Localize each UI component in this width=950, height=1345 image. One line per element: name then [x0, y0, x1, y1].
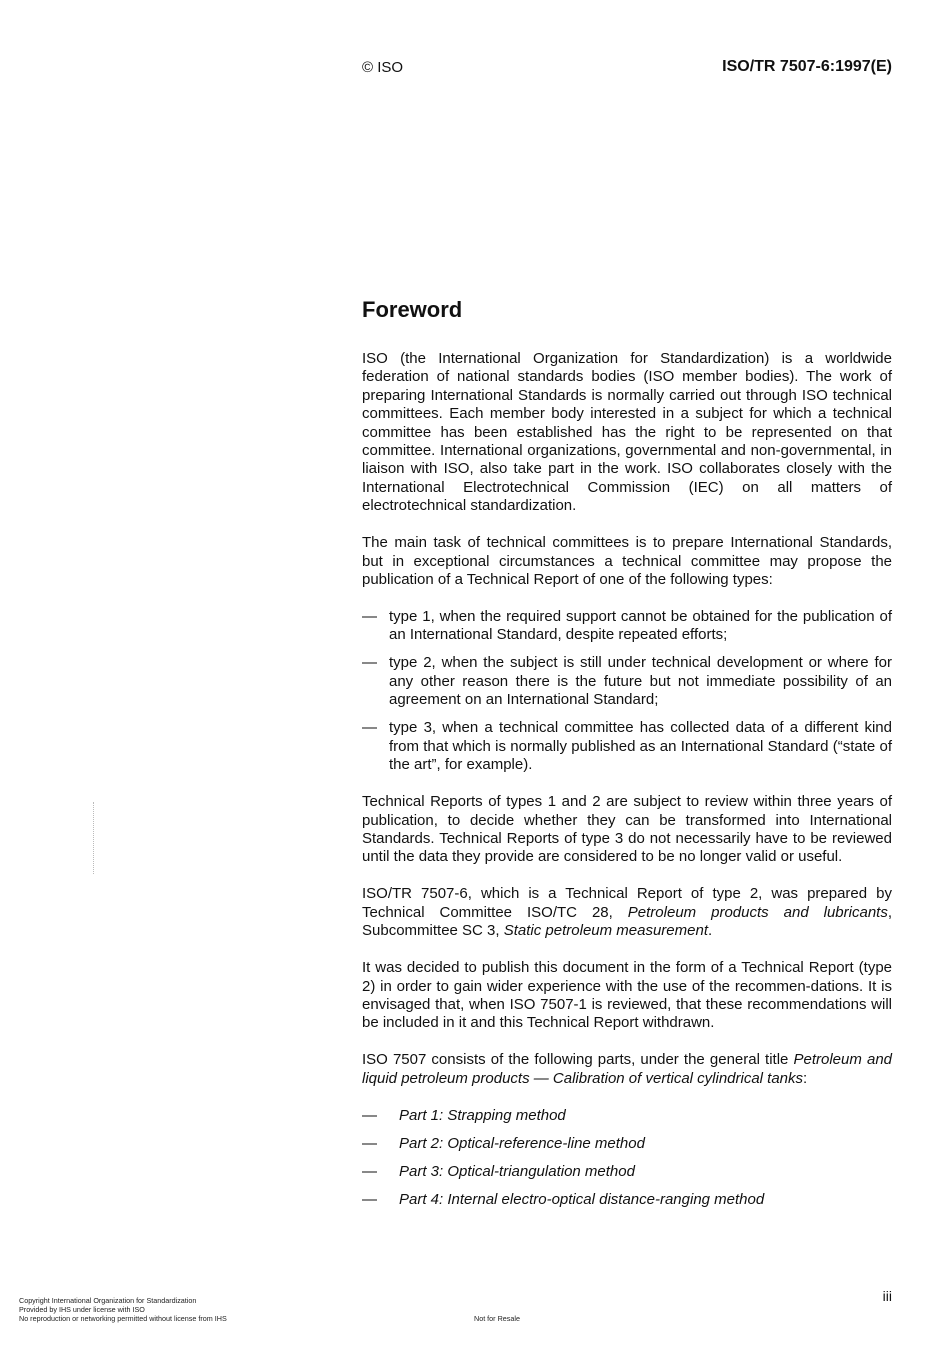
list-item [362, 1107, 892, 1125]
footer-line: Copyright International Organization for Standardization [19, 1296, 197, 1305]
dash-bullet: — [362, 1134, 377, 1152]
text-run: , Subcommittee SC 3, [362, 903, 893, 940]
subcommittee-title: Static petroleum measurement [503, 922, 708, 940]
list-item-text: type 1, when the required support cannot be obtained for the publication of an International Standard, despite repeated efforts; [389, 608, 892, 644]
report-types-list [362, 608, 892, 774]
paragraph-iso-intro: ISO (the International Organization for Standardization) is a worldwide federation of national standards bodies (ISO member bodies). The work of preparing International Standards is normally carried out through ISO technical committees. Each member body interested in a subject for which a technical committee has been established has the right to be represented on that committee. International organizations, governmental and non-governmental, in liaison with ISO, also take part in the work. ISO collaborates closely with the International Electrotechnical Commission (IEC) on all matters of electrotechnical standardization. [362, 350, 892, 515]
committee-title: Petroleum products and lubricants [627, 903, 888, 921]
footer-line: No reproduction or networking permitted without license from IHS [19, 1314, 227, 1324]
footer-line: Provided by IHS under license with ISO [19, 1305, 145, 1315]
margin-mark [93, 802, 98, 874]
paragraph-main-task: The main task of technical committees is to prepare International Standards, but in exceptional circumstances a technical committee may propose the publication of a Technical Report of one of the following types: [362, 534, 892, 589]
document-id: ISO/TR 7507-6:1997(E) [722, 58, 892, 75]
list-item [362, 608, 892, 645]
header-copyright: © ISO [362, 59, 404, 76]
text-run: ISO 7507 consists of the following parts, under the general title [362, 1051, 794, 1069]
paragraph-prepared-by [362, 885, 892, 940]
paragraph-review: Technical Reports of types 1 and 2 are subject to review within three years of publication, to decide whether they can be transformed into International Standards. Technical Reports of type 3 do not necessarily have to be reviewed until the data they provide are considered to be no longer valid or useful. [362, 793, 892, 866]
footer-copyright [19, 1296, 227, 1324]
parts-list [362, 1107, 892, 1210]
part-title: Part 1: Strapping method [399, 1106, 566, 1124]
dash-bullet: — [362, 719, 377, 737]
list-item [362, 1135, 892, 1153]
list-item [362, 1191, 892, 1209]
page-title: Foreword [362, 297, 463, 322]
list-item [362, 1163, 892, 1181]
dash-bullet: — [362, 1162, 377, 1180]
page-number: iii [882, 1288, 892, 1304]
dash-bullet: — [362, 608, 377, 626]
paragraph-decision: It was decided to publish this document in the form of a Technical Report (type 2) in order to gain wider experience with the use of the recommen-dations. It is envisaged that, when ISO 7507-1 is reviewed, that these recommendations will be included in it and this Technical Report withdrawn. [362, 959, 892, 1032]
list-item-text: type 2, when the subject is still under technical development or where for any other reason there is the future but not immediate possibility of an agreement on an International Standard; [389, 654, 892, 709]
general-title: Petroleum and liquid petroleum products — Calibration of vertical cylindrical tanks [362, 1051, 893, 1087]
part-title: Part 4: Internal electro-optical distance-ranging method [399, 1191, 765, 1209]
foreword-body [362, 350, 892, 1219]
text-run: ISO/TR 7507-6, which is a Technical Report of type 2, was prepared by Technical Committee ISO/TC 28, [362, 885, 892, 921]
paragraph-parts-intro [362, 1051, 892, 1088]
part-title: Part 2: Optical-reference-line method [399, 1134, 645, 1152]
list-item-text: type 3, when a technical committee has collected data of a different kind from that which is normally published as an International Standard (“state of the art”, for example). [389, 719, 892, 774]
dash-bullet: — [362, 654, 377, 672]
text-run: : [803, 1069, 808, 1087]
footer-not-for-resale: Not for Resale [474, 1314, 520, 1323]
text-run: . [708, 922, 713, 940]
dash-bullet: — [362, 1191, 377, 1209]
list-item [362, 719, 892, 774]
part-title: Part 3: Optical-triangulation method [399, 1162, 635, 1180]
list-item [362, 654, 892, 709]
dash-bullet: — [362, 1106, 377, 1124]
